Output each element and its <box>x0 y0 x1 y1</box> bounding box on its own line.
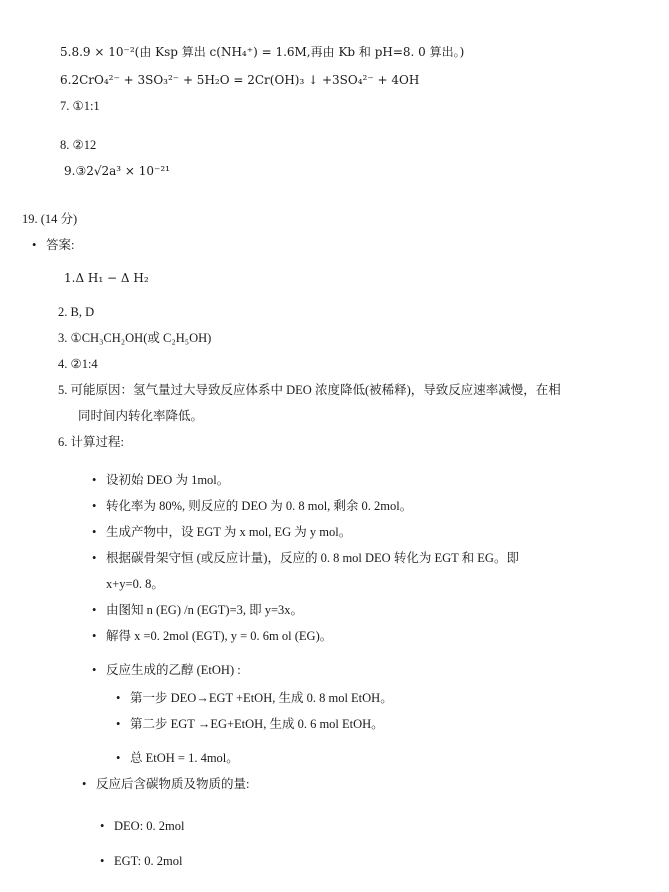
bullet-icon: • <box>92 525 97 539</box>
answer-2: 2. B, D <box>58 305 95 319</box>
bullet-icon: • <box>82 777 87 791</box>
bullet-icon: • <box>116 691 121 705</box>
calc-step: • 反应生成的乙醇 (EtOH) : <box>92 663 241 677</box>
after-item-deo: • DEO: 0. 2mol <box>100 819 185 833</box>
prev-answer-7: 7. ①1:1 <box>60 99 100 113</box>
bullet-icon: • <box>100 854 105 868</box>
question-19-header: 19. (14 分) <box>22 212 78 226</box>
bullet-icon: • <box>92 473 97 487</box>
bullet-icon: • <box>92 603 97 617</box>
answer-label-row <box>32 237 74 253</box>
answer-6: 6. 计算过程: <box>58 435 124 449</box>
calc-step: • 解得 x =0. 2mol (EGT), y = 0. 6m ol (EG)。 <box>92 629 333 643</box>
prev-answer-9: 9.③2√2a³ × 10⁻²¹ <box>64 164 170 178</box>
ethanol-step: • 第一步 DEO→EGT +EtOH, 生成 0. 8 mol EtOH。 <box>116 691 393 705</box>
after-item-egt: • EGT: 0. 2mol <box>100 854 183 868</box>
calc-step: • 根据碳骨架守恒 (或反应计量)，反应的 0. 8 mol DEO 转化为 EGT 和 EG。即 <box>92 551 519 565</box>
calc-step: • 转化率为 80%, 则反应的 DEO 为 0. 8 mol, 剩余 0. 2mol。 <box>92 499 413 513</box>
answer-label: 答案: <box>46 238 75 252</box>
bullet-icon: • <box>92 629 97 643</box>
answer-3: 3. ①CH₃CH₂OH(或 C₂H₅OH) <box>58 331 212 345</box>
bullet-icon: • <box>92 551 97 565</box>
ethanol-step: • 总 EtOH = 1. 4mol。 <box>116 751 239 765</box>
answer-4: 4. ②1:4 <box>58 357 98 371</box>
bullet-icon: • <box>116 751 121 765</box>
bullet-icon: • <box>100 819 105 833</box>
calc-step: • 由图知 n (EG) /n (EGT)=3, 即 y=3x。 <box>92 603 304 617</box>
bullet-icon: • <box>92 499 97 513</box>
answer-5-cont: 同时间内转化率降低。 <box>78 409 204 423</box>
calc-step: • 设初始 DEO 为 1mol。 <box>92 473 230 487</box>
answer-1: 1.Δ H₁ − Δ H₂ <box>64 271 149 285</box>
bullet-icon: • <box>92 663 97 677</box>
prev-answer-5: 5.8.9 × 10⁻²(由 Ksp 算出 c(NH₄⁺) = 1.6M,再由 Kb 和 pH=8. 0 算出。) <box>60 45 465 59</box>
calc-step: • 生成产物中，设 EGT 为 x mol, EG 为 y mol。 <box>92 525 352 539</box>
prev-answer-6: 6.2CrO₄²⁻ + 3SO₃²⁻ + 5H₂O = 2Cr(OH)₃ ↓ +3SO₄²⁻ + 4OH <box>60 73 420 87</box>
bullet-icon: • <box>32 238 37 252</box>
answer-5: 5. 可能原因：氢气量过大导致反应体系中 DEO 浓度降低(被稀释)，导致反应速率减慢，在相 <box>58 383 561 397</box>
after-reaction-label: • 反应后含碳物质及物质的量: <box>82 777 250 791</box>
prev-answer-8: 8. ②12 <box>60 138 97 152</box>
calc-step-cont: x+y=0. 8。 <box>106 577 164 591</box>
bullet-icon: • <box>116 717 121 731</box>
ethanol-step: • 第二步 EGT →EG+EtOH, 生成 0. 6 mol EtOH。 <box>116 717 384 731</box>
